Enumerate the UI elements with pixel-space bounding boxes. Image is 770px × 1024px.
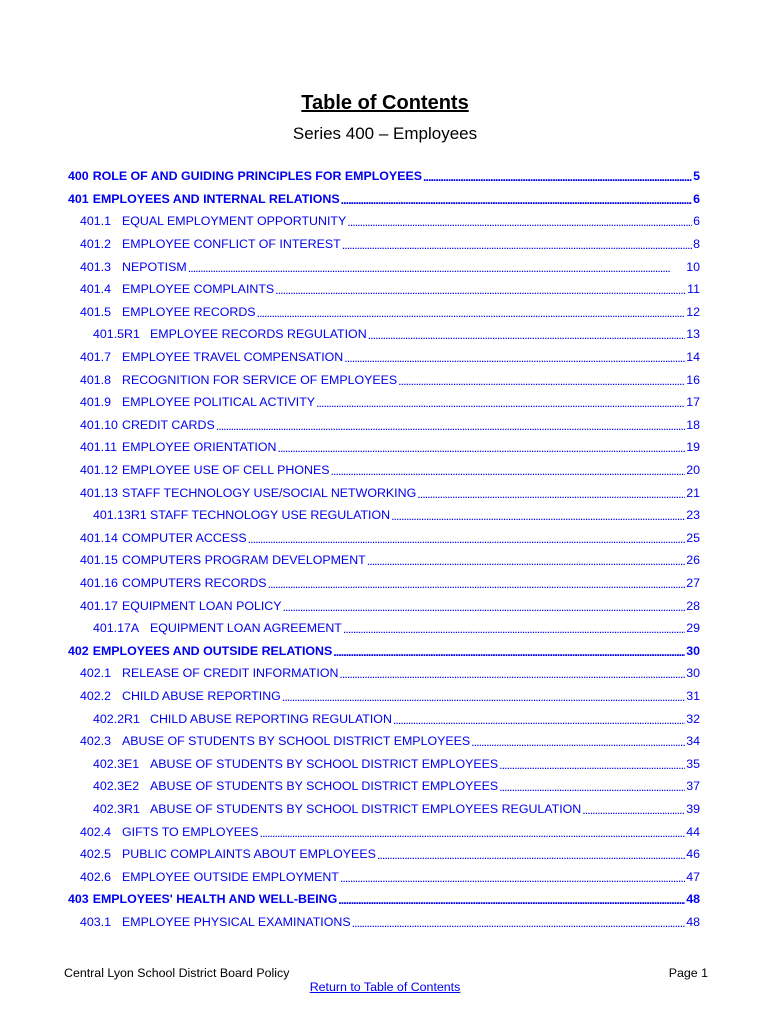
toc-entry-title: EMPLOYEES' HEALTH AND WELL-BEING — [92, 892, 338, 907]
toc-item — [0, 730, 770, 753]
toc-entry-link[interactable] — [0, 617, 770, 640]
toc-item — [0, 752, 770, 775]
toc-entry-page: 21 — [686, 485, 700, 500]
toc-entry-page: 44 — [686, 824, 700, 839]
toc-entry-number: 401.9 — [80, 395, 112, 410]
toc-entry-number: 401.12 — [80, 463, 118, 478]
toc-entry-number: 401.4 — [80, 282, 112, 297]
toc-entry-page: 37 — [686, 779, 700, 794]
toc-dot-leader — [341, 193, 692, 207]
toc-entry-title: ABUSE OF STUDENTS BY SCHOOL DISTRICT EMPLOYEES — [150, 779, 499, 794]
return-to-toc-link[interactable]: Return to Table of Contents — [309, 980, 461, 994]
toc-entry-number: 402.3 — [80, 734, 112, 749]
toc-entry-title: ABUSE OF STUDENTS BY SCHOOL DISTRICT EMPLOYEES — [150, 756, 499, 771]
toc-entry-page: 30 — [686, 643, 700, 658]
toc-entry-link[interactable] — [0, 549, 770, 572]
toc-entry-title: EQUIPMENT LOAN AGREEMENT — [150, 621, 342, 636]
toc-item — [0, 549, 770, 572]
toc-entry-number: 401.3 — [80, 259, 112, 274]
toc-entry-number: 403 — [68, 892, 89, 907]
toc-dot-leader — [377, 848, 685, 862]
toc-dot-leader — [499, 758, 685, 772]
toc-entry-link[interactable] — [0, 572, 770, 595]
toc-entry-link[interactable] — [0, 707, 770, 730]
toc-entry-link[interactable] — [0, 865, 770, 888]
toc-entry-link[interactable] — [0, 730, 770, 753]
toc-entry-number: 401.16 — [80, 575, 118, 590]
toc-entry-number: 401.11 — [80, 440, 117, 455]
toc-item — [0, 639, 770, 662]
toc-entry-page: 5 — [693, 169, 700, 184]
toc-entry-title: EMPLOYEE OUTSIDE EMPLOYMENT — [122, 869, 339, 884]
toc-entry-link[interactable] — [0, 594, 770, 617]
toc-entry-title: GIFTS TO EMPLOYEES — [122, 824, 259, 839]
toc-entry-title: EMPLOYEE PHYSICAL EXAMINATIONS — [122, 914, 351, 929]
toc-entry-number: 402.4 — [80, 824, 112, 839]
toc-item — [0, 911, 770, 934]
toc-dot-leader — [393, 713, 685, 727]
toc-dot-leader — [338, 893, 685, 907]
toc-entry-number: 402.2R1 — [93, 711, 140, 726]
toc-entry-number: 401.13 — [80, 485, 118, 500]
toc-entry-link[interactable] — [0, 639, 770, 662]
toc-entry-number: 401 — [68, 191, 89, 206]
toc-entry-link[interactable] — [0, 775, 770, 798]
toc-entry-page: 6 — [693, 191, 700, 206]
toc-item — [0, 165, 770, 188]
toc-entry-title: EMPLOYEE COMPLAINTS — [122, 282, 275, 297]
toc-entry-page: 30 — [686, 666, 700, 681]
toc-dot-leader — [282, 690, 685, 704]
toc-item — [0, 278, 770, 301]
toc-item — [0, 527, 770, 550]
toc-entry-link[interactable] — [0, 210, 770, 233]
toc-entry-page: 17 — [686, 395, 700, 410]
toc-entry-link[interactable] — [0, 843, 770, 866]
toc-dot-leader — [277, 441, 685, 455]
toc-entry-number: 401.17 — [80, 598, 118, 613]
toc-item — [0, 504, 770, 527]
toc-entry-number: 402 — [68, 643, 89, 658]
toc-entry-link[interactable] — [0, 233, 770, 256]
toc-entry-page: 10 — [686, 259, 700, 274]
toc-entry-page: 18 — [686, 417, 700, 432]
footer-page-number: Page 1 — [668, 966, 708, 980]
toc-entry-title: CHILD ABUSE REPORTING — [122, 688, 281, 703]
toc-entry-link[interactable] — [0, 391, 770, 414]
toc-item — [0, 368, 770, 391]
toc-entry-link[interactable] — [0, 888, 770, 911]
toc-entry-title: EMPLOYEE TRAVEL COMPENSATION — [122, 350, 344, 365]
toc-entry-link[interactable] — [0, 459, 770, 482]
toc-entry-title: CREDIT CARDS — [122, 417, 215, 432]
toc-dot-leader — [343, 622, 685, 636]
toc-dot-leader — [248, 532, 686, 546]
toc-entry-link[interactable] — [0, 346, 770, 369]
toc-item — [0, 843, 770, 866]
toc-item — [0, 233, 770, 256]
toc-entry-page: 35 — [686, 756, 700, 771]
toc-dot-leader — [268, 577, 686, 591]
toc-item — [0, 459, 770, 482]
toc-entry-link[interactable] — [0, 301, 770, 324]
toc-entry-number: 401.2 — [80, 237, 112, 252]
toc-entry-link[interactable] — [0, 436, 770, 459]
toc-dot-leader — [331, 464, 686, 478]
toc-entry-number: 402.1 — [80, 666, 112, 681]
toc-dot-leader — [188, 261, 685, 275]
toc-item — [0, 210, 770, 233]
toc-item — [0, 436, 770, 459]
toc-dot-leader — [582, 803, 685, 817]
toc-entry-title: EMPLOYEES AND OUTSIDE RELATIONS — [92, 643, 333, 658]
toc-entry-number: 402.3E1 — [93, 756, 140, 771]
toc-entry-page: 19 — [686, 440, 700, 455]
toc-dot-leader — [368, 328, 686, 342]
toc-entry-number: 402.3R1 — [93, 801, 140, 816]
toc-entry-number: 402.3E2 — [93, 779, 140, 794]
toc-entry-title: EMPLOYEE RECORDS — [122, 304, 256, 319]
table-of-contents — [0, 165, 770, 933]
toc-entry-page: 26 — [686, 553, 700, 568]
toc-dot-leader — [342, 238, 692, 252]
toc-dot-leader — [275, 283, 686, 297]
toc-entry-page: 39 — [686, 801, 700, 816]
toc-dot-leader — [352, 916, 686, 930]
toc-entry-number: 401.8 — [80, 372, 112, 387]
toc-item — [0, 346, 770, 369]
toc-dot-leader — [333, 645, 685, 659]
toc-item — [0, 391, 770, 414]
footer-link-container — [0, 980, 770, 994]
toc-item — [0, 414, 770, 437]
toc-dot-leader — [316, 396, 685, 410]
toc-entry-link[interactable] — [0, 481, 770, 504]
toc-item — [0, 798, 770, 821]
toc-entry-number: 401.13R1 — [93, 508, 147, 523]
toc-entry-page: 20 — [686, 463, 700, 478]
toc-item — [0, 775, 770, 798]
toc-item — [0, 685, 770, 708]
toc-entry-number: 400 — [68, 169, 89, 184]
toc-entry-number: 401.5 — [80, 304, 112, 319]
toc-entry-page: 8 — [693, 237, 700, 252]
toc-entry-page: 34 — [686, 734, 700, 749]
toc-entry-title: COMPUTERS RECORDS — [122, 575, 267, 590]
toc-dot-leader — [417, 487, 685, 501]
toc-entry-page: 48 — [686, 892, 700, 907]
toc-entry-page: 12 — [686, 304, 700, 319]
toc-entry-title: EMPLOYEES AND INTERNAL RELATIONS — [92, 191, 340, 206]
toc-entry-link[interactable] — [0, 527, 770, 550]
toc-dot-leader — [499, 780, 685, 794]
toc-entry-number: 401.1 — [80, 214, 112, 229]
toc-entry-page: 13 — [686, 327, 700, 342]
toc-entry-link[interactable] — [0, 504, 770, 527]
toc-entry-title: EMPLOYEE USE OF CELL PHONES — [122, 463, 330, 478]
toc-entry-number: 401.17A — [93, 621, 140, 636]
page-subtitle: Series 400 – Employees — [292, 124, 478, 143]
toc-entry-title: RECOGNITION FOR SERVICE OF EMPLOYEES — [122, 372, 398, 387]
toc-entry-page: 32 — [686, 711, 700, 726]
toc-entry-link[interactable] — [0, 165, 770, 188]
toc-item — [0, 572, 770, 595]
toc-dot-leader — [344, 351, 685, 365]
toc-entry-title: EQUIPMENT LOAN POLICY — [122, 598, 282, 613]
toc-entry-link[interactable] — [0, 662, 770, 685]
toc-entry-page: 28 — [686, 598, 700, 613]
toc-entry-page: 23 — [686, 508, 700, 523]
toc-entry-number: 401.15 — [80, 553, 118, 568]
toc-dot-leader — [257, 306, 686, 320]
toc-entry-number: 401.7 — [80, 350, 112, 365]
toc-entry-link[interactable] — [0, 188, 770, 211]
toc-entry-link[interactable] — [0, 685, 770, 708]
toc-entry-page: 46 — [686, 847, 700, 862]
toc-item — [0, 707, 770, 730]
toc-item — [0, 323, 770, 346]
toc-entry-number: 402.2 — [80, 688, 112, 703]
toc-entry-link[interactable] — [0, 255, 770, 278]
toc-dot-leader — [339, 667, 685, 681]
toc-entry-title: EMPLOYEE ORIENTATION — [122, 440, 277, 455]
toc-entry-page: 47 — [686, 869, 700, 884]
toc-entry-number: 402.6 — [80, 869, 112, 884]
toc-entry-link[interactable] — [0, 414, 770, 437]
toc-entry-title: COMPUTERS PROGRAM DEVELOPMENT — [122, 553, 366, 568]
toc-entry-link[interactable] — [0, 278, 770, 301]
toc-item — [0, 865, 770, 888]
toc-dot-leader — [216, 419, 685, 433]
toc-entry-title: STAFF TECHNOLOGY USE/SOCIAL NETWORKING — [122, 485, 417, 500]
toc-dot-leader — [367, 554, 685, 568]
toc-dot-leader — [340, 871, 685, 885]
toc-entry-title: PUBLIC COMPLAINTS ABOUT EMPLOYEES — [122, 847, 376, 862]
toc-entry-page: 27 — [686, 575, 700, 590]
toc-dot-leader — [260, 826, 686, 840]
toc-item — [0, 188, 770, 211]
toc-entry-link[interactable] — [0, 820, 770, 843]
toc-entry-link[interactable] — [0, 368, 770, 391]
toc-dot-leader — [471, 735, 685, 749]
toc-entry-title: STAFF TECHNOLOGY USE REGULATION — [150, 508, 391, 523]
toc-entry-page: 16 — [686, 372, 700, 387]
toc-dot-leader — [347, 215, 692, 229]
toc-item — [0, 617, 770, 640]
toc-entry-title: RELEASE OF CREDIT INFORMATION — [122, 666, 339, 681]
toc-entry-page: 14 — [686, 350, 700, 365]
footer-district-label: Central Lyon School District Board Policy — [64, 966, 290, 980]
toc-item — [0, 301, 770, 324]
toc-dot-leader — [391, 509, 685, 523]
toc-entry-title: EMPLOYEE CONFLICT OF INTEREST — [122, 237, 341, 252]
toc-entry-page: 48 — [686, 914, 700, 929]
toc-entry-number: 401.10 — [80, 417, 118, 432]
toc-entry-number: 403.1 — [80, 914, 112, 929]
toc-entry-title: EMPLOYEE POLITICAL ACTIVITY — [122, 395, 316, 410]
toc-entry-link[interactable] — [0, 911, 770, 934]
toc-entry-title: ABUSE OF STUDENTS BY SCHOOL DISTRICT EMPLOYEES — [122, 734, 471, 749]
toc-item — [0, 820, 770, 843]
toc-entry-link[interactable] — [0, 798, 770, 821]
toc-entry-number: 401.14 — [80, 530, 118, 545]
page-title: Table of Contents — [301, 92, 469, 114]
toc-dot-leader — [398, 374, 685, 388]
toc-entry-title: EQUAL EMPLOYMENT OPPORTUNITY — [122, 214, 347, 229]
toc-item — [0, 888, 770, 911]
toc-entry-page: 31 — [686, 688, 700, 703]
toc-entry-title: EMPLOYEE RECORDS REGULATION — [150, 327, 367, 342]
toc-entry-title: NEPOTISM — [122, 259, 187, 274]
toc-dot-leader — [283, 600, 686, 614]
toc-entry-link[interactable] — [0, 752, 770, 775]
toc-entry-link[interactable] — [0, 323, 770, 346]
toc-entry-number: 402.5 — [80, 847, 112, 862]
toc-entry-title: CHILD ABUSE REPORTING REGULATION — [150, 711, 392, 726]
toc-item — [0, 255, 770, 278]
toc-item — [0, 662, 770, 685]
toc-entry-title: COMPUTER ACCESS — [122, 530, 247, 545]
toc-entry-page: 25 — [686, 530, 700, 545]
toc-entry-page: 11 — [687, 282, 700, 297]
toc-entry-title: ROLE OF AND GUIDING PRINCIPLES FOR EMPLOYEES — [92, 169, 422, 184]
toc-entry-page: 29 — [686, 621, 700, 636]
toc-entry-number: 401.5R1 — [93, 327, 140, 342]
toc-dot-leader — [423, 170, 692, 184]
toc-entry-title: ABUSE OF STUDENTS BY SCHOOL DISTRICT EMPLOYEES REGULATION — [150, 801, 582, 816]
toc-item — [0, 594, 770, 617]
toc-entry-page: 6 — [693, 214, 700, 229]
toc-item — [0, 481, 770, 504]
